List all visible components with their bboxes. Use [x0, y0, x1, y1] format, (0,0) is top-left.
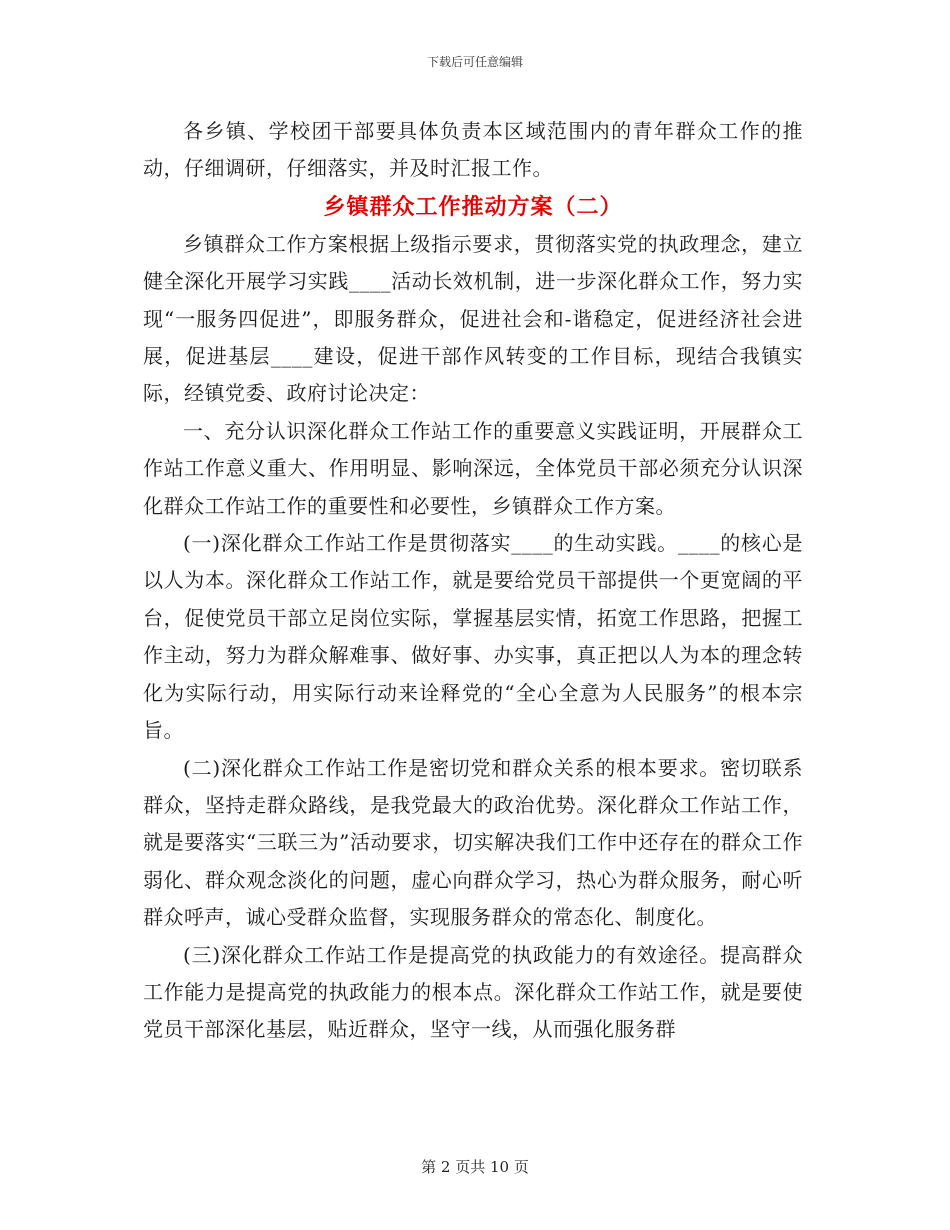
document-body [143, 113, 803, 1049]
paragraph-section-1: 一、充分认识深化群众工作站工作的重要意义实践证明，开展群众工作站工作意义重大、作用明显、影响深远，全体党员干部必须充分认识深化群众工作站工作的重要性和必要性，乡镇群众工作方案。 [143, 418, 803, 518]
paragraph-intro: 各乡镇、学校团干部要具体负责本区域范围内的青年群众工作的推动，仔细调研，仔细落实，并及时汇报工作。 [143, 119, 803, 181]
paragraph-point-2: (二)深化群众工作站工作是密切党和群众关系的根本要求。密切联系群众，坚持走群众路线，是我党最大的政治优势。深化群众工作站工作，就是要落实“三联三为”活动要求，切实解决我们工作中还存在的群众工作弱化、群众观念淡化的问题，虚心向群众学习，热心为群众服务，耐心听群众呼声，诚心受群众监督，实现服务群众的常态化、制度化。 [143, 755, 803, 930]
paragraph-point-3: (三)深化群众工作站工作是提高党的执政能力的有效途径。提高群众工作能力是提高党的执政能力的根本点。深化群众工作站工作，就是要使党员干部深化基层，贴近群众，坚守一线，从而强化服务群 [143, 942, 803, 1042]
page-footer: 第 2 页共 10 页 [421, 1158, 529, 1176]
document-title: 乡镇群众工作推动方案（二） [323, 193, 623, 220]
paragraph-point-1: (一)深化群众工作站工作是贯彻落实____的生动实践。____的核心是以人为本。深化群众工作站工作，就是要给党员干部提供一个更宽阔的平台，促使党员干部立足岗位实际，掌握基层实情，拓宽工作思路，把握工作主动，努力为群众解难事、做好事、办实事，真正把以人为本的理念转化为实际行动，用实际行动来诠释党的“全心全意为人民服务”的根本宗旨。 [143, 531, 803, 743]
page-header: 下载后可任意编辑 [426, 55, 523, 69]
paragraph-overview: 乡镇群众工作方案根据上级指示要求，贯彻落实党的执政理念，建立健全深化开展学习实践____活动长效机制，进一步深化群众工作，努力实现“一服务四促进”，即服务群众，促进社会和-谐稳定，促进经济社会进展，促进基层____建设，促进干部作风转变的工作目标，现结合我镇实际，经镇党委、政府讨论决定： [143, 231, 803, 406]
